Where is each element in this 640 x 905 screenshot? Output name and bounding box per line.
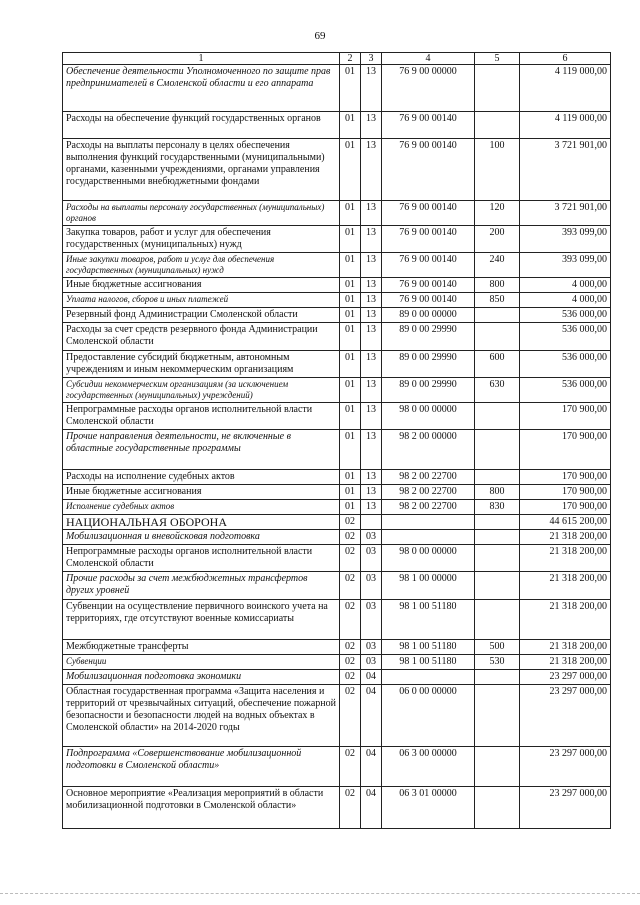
row-section-cell: 02: [340, 655, 361, 670]
row-subsection-cell: 04: [361, 685, 382, 747]
header-col-5: 5: [475, 53, 520, 65]
table-row: [63, 685, 611, 747]
table-row: [63, 600, 611, 640]
row-subsection-cell: 13: [361, 308, 382, 323]
row-subsection-cell: 13: [361, 65, 382, 112]
row-expense-type-cell: 630: [475, 378, 520, 403]
row-section-cell: 01: [340, 500, 361, 515]
row-subsection-cell: 03: [361, 655, 382, 670]
table-body: [63, 65, 611, 829]
row-expense-type-cell: [475, 572, 520, 600]
table-row: [63, 226, 611, 253]
row-subsection-cell: 03: [361, 600, 382, 640]
row-target-code-cell: 06 3 00 00000: [382, 747, 475, 787]
row-target-code-cell: 76 9 00 00140: [382, 139, 475, 201]
row-subsection-cell: 03: [361, 640, 382, 655]
row-subsection-cell: 13: [361, 351, 382, 378]
budget-table: [62, 52, 611, 829]
table-row: [63, 485, 611, 500]
row-expense-type-cell: [475, 685, 520, 747]
table-row: [63, 430, 611, 470]
row-subsection-cell: 13: [361, 403, 382, 430]
header-col-1: 1: [63, 53, 340, 65]
row-subsection-cell: 03: [361, 545, 382, 572]
row-subsection-cell: 13: [361, 378, 382, 403]
row-section-cell: 01: [340, 378, 361, 403]
row-expense-type-cell: [475, 787, 520, 829]
row-target-code-cell: 76 9 00 00140: [382, 253, 475, 278]
row-section-cell: 01: [340, 485, 361, 500]
row-amount-cell: 21 318 200,00: [520, 640, 611, 655]
row-expense-type-cell: 600: [475, 351, 520, 378]
row-expense-type-cell: 100: [475, 139, 520, 201]
row-amount-cell: 393 099,00: [520, 226, 611, 253]
row-name-cell: Уплата налогов, сборов и иных платежей: [63, 293, 340, 308]
row-section-cell: 02: [340, 685, 361, 747]
row-name-cell: Предоставление субсидий бюджетным, автономным учреждениям и иным некоммерческим организациям: [63, 351, 340, 378]
row-name-cell: Субвенции: [63, 655, 340, 670]
row-target-code-cell: 98 1 00 51180: [382, 655, 475, 670]
table-row: [63, 640, 611, 655]
table-row: [63, 323, 611, 351]
row-name-cell: Резервный фонд Администрации Смоленской области: [63, 308, 340, 323]
row-section-cell: 01: [340, 226, 361, 253]
row-name-cell: НАЦИОНАЛЬНАЯ ОБОРОНА: [63, 515, 340, 530]
table-row: [63, 308, 611, 323]
scan-edge-line: [0, 893, 640, 895]
row-expense-type-cell: [475, 515, 520, 530]
row-amount-cell: 536 000,00: [520, 323, 611, 351]
row-amount-cell: 44 615 200,00: [520, 515, 611, 530]
row-target-code-cell: 98 1 00 00000: [382, 572, 475, 600]
row-name-cell: Расходы на выплаты персоналу государственных (муниципальных) органов: [63, 201, 340, 226]
table-row: [63, 515, 611, 530]
row-subsection-cell: 13: [361, 470, 382, 485]
row-expense-type-cell: [475, 112, 520, 139]
table-row: [63, 500, 611, 515]
row-section-cell: 01: [340, 470, 361, 485]
row-target-code-cell: 89 0 00 29990: [382, 351, 475, 378]
row-target-code-cell: 76 9 00 00140: [382, 293, 475, 308]
row-name-cell: Обеспечение деятельности Уполномоченного по защите прав предпринимателей в Смоленской области и его аппарата: [63, 65, 340, 112]
row-amount-cell: 21 318 200,00: [520, 545, 611, 572]
row-amount-cell: 23 297 000,00: [520, 685, 611, 747]
row-amount-cell: 170 900,00: [520, 500, 611, 515]
row-target-code-cell: 06 3 01 00000: [382, 787, 475, 829]
row-target-code-cell: 98 1 00 51180: [382, 600, 475, 640]
row-expense-type-cell: 120: [475, 201, 520, 226]
row-subsection-cell: 03: [361, 572, 382, 600]
row-section-cell: 02: [340, 600, 361, 640]
row-name-cell: Прочие направления деятельности, не включенные в областные государственные программы: [63, 430, 340, 470]
row-target-code-cell: 98 2 00 22700: [382, 485, 475, 500]
header-col-6: 6: [520, 53, 611, 65]
row-amount-cell: 4 000,00: [520, 278, 611, 293]
row-expense-type-cell: [475, 65, 520, 112]
row-subsection-cell: [361, 515, 382, 530]
row-subsection-cell: 13: [361, 112, 382, 139]
row-section-cell: 01: [340, 201, 361, 226]
row-expense-type-cell: [475, 670, 520, 685]
row-amount-cell: 170 900,00: [520, 430, 611, 470]
table-row: [63, 201, 611, 226]
row-section-cell: 02: [340, 545, 361, 572]
table-row: [63, 530, 611, 545]
row-target-code-cell: 76 9 00 00140: [382, 112, 475, 139]
row-name-cell: Основное мероприятие «Реализация мероприятий в области мобилизационной подготовки в Смоленской области»: [63, 787, 340, 829]
row-name-cell: Субвенции на осуществление первичного воинского учета на территориях, где отсутствуют военные комиссариаты: [63, 600, 340, 640]
row-expense-type-cell: [475, 747, 520, 787]
row-name-cell: Прочие расходы за счет межбюджетных трансфертов других уровней: [63, 572, 340, 600]
header-col-3: 3: [361, 53, 382, 65]
row-subsection-cell: 04: [361, 670, 382, 685]
row-name-cell: Расходы на исполнение судебных актов: [63, 470, 340, 485]
row-expense-type-cell: 830: [475, 500, 520, 515]
row-name-cell: Иные бюджетные ассигнования: [63, 278, 340, 293]
row-amount-cell: 21 318 200,00: [520, 530, 611, 545]
row-expense-type-cell: 800: [475, 278, 520, 293]
row-subsection-cell: 13: [361, 293, 382, 308]
row-subsection-cell: 13: [361, 430, 382, 470]
table-row: [63, 351, 611, 378]
row-section-cell: 02: [340, 747, 361, 787]
row-name-cell: Субсидии некоммерческим организациям (за исключением государственных (муниципальных) учреждений): [63, 378, 340, 403]
row-target-code-cell: 89 0 00 00000: [382, 308, 475, 323]
row-name-cell: Мобилизационная подготовка экономики: [63, 670, 340, 685]
row-name-cell: Иные закупки товаров, работ и услуг для обеспечения государственных (муниципальных) нужд: [63, 253, 340, 278]
row-expense-type-cell: 800: [475, 485, 520, 500]
row-name-cell: Непрограммные расходы органов исполнительной власти Смоленской области: [63, 403, 340, 430]
table-row: [63, 278, 611, 293]
row-name-cell: Мобилизационная и вневойсковая подготовка: [63, 530, 340, 545]
row-name-cell: Расходы на обеспечение функций государственных органов: [63, 112, 340, 139]
row-amount-cell: 21 318 200,00: [520, 600, 611, 640]
row-subsection-cell: 13: [361, 323, 382, 351]
row-target-code-cell: 76 9 00 00140: [382, 278, 475, 293]
row-amount-cell: 4 119 000,00: [520, 112, 611, 139]
table-row: [63, 378, 611, 403]
row-subsection-cell: 04: [361, 787, 382, 829]
row-name-cell: Областная государственная программа «Защита населения и территорий от чрезвычайных ситуаций, обеспечение пожарной безопасности и безопасности людей на водных объектах в Смоленской области» на 2014-2020 годы: [63, 685, 340, 747]
table-row: [63, 787, 611, 829]
row-expense-type-cell: [475, 530, 520, 545]
row-expense-type-cell: [475, 403, 520, 430]
row-expense-type-cell: 240: [475, 253, 520, 278]
row-target-code-cell: 89 0 00 29990: [382, 378, 475, 403]
row-target-code-cell: 76 9 00 00140: [382, 201, 475, 226]
row-name-cell: Исполнение судебных актов: [63, 500, 340, 515]
row-target-code-cell: 06 0 00 00000: [382, 685, 475, 747]
row-subsection-cell: 04: [361, 747, 382, 787]
row-amount-cell: 21 318 200,00: [520, 572, 611, 600]
row-amount-cell: 4 000,00: [520, 293, 611, 308]
row-section-cell: 02: [340, 515, 361, 530]
row-subsection-cell: 13: [361, 500, 382, 515]
row-target-code-cell: 98 0 00 00000: [382, 545, 475, 572]
row-amount-cell: 536 000,00: [520, 378, 611, 403]
row-target-code-cell: [382, 530, 475, 545]
row-expense-type-cell: 530: [475, 655, 520, 670]
row-amount-cell: 21 318 200,00: [520, 655, 611, 670]
row-target-code-cell: 76 9 00 00140: [382, 226, 475, 253]
table-row: [63, 655, 611, 670]
row-expense-type-cell: [475, 323, 520, 351]
row-amount-cell: 23 297 000,00: [520, 670, 611, 685]
row-amount-cell: 536 000,00: [520, 351, 611, 378]
row-name-cell: Межбюджетные трансферты: [63, 640, 340, 655]
row-expense-type-cell: [475, 470, 520, 485]
row-name-cell: Непрограммные расходы органов исполнительной власти Смоленской области: [63, 545, 340, 572]
page-number: 69: [314, 30, 326, 42]
row-subsection-cell: 13: [361, 278, 382, 293]
row-section-cell: 01: [340, 112, 361, 139]
row-amount-cell: 170 900,00: [520, 485, 611, 500]
row-name-cell: Закупка товаров, работ и услуг для обеспечения государственных (муниципальных) нужд: [63, 226, 340, 253]
row-name-cell: Расходы за счет средств резервного фонда Администрации Смоленской области: [63, 323, 340, 351]
row-target-code-cell: 98 2 00 22700: [382, 500, 475, 515]
row-name-cell: Расходы на выплаты персоналу в целях обеспечения выполнения функций государственными (муниципальными) органами, казенными учреждениями, органами управления государственными внебюджетными фондами: [63, 139, 340, 201]
table-row: [63, 293, 611, 308]
row-expense-type-cell: 500: [475, 640, 520, 655]
row-amount-cell: 170 900,00: [520, 470, 611, 485]
row-target-code-cell: 98 0 00 00000: [382, 403, 475, 430]
row-target-code-cell: 89 0 00 29990: [382, 323, 475, 351]
row-section-cell: 01: [340, 351, 361, 378]
row-expense-type-cell: [475, 430, 520, 470]
table-row: [63, 572, 611, 600]
row-section-cell: 02: [340, 530, 361, 545]
row-name-cell: Подпрограмма «Совершенствование мобилизационной подготовки в Смоленской области»: [63, 747, 340, 787]
row-section-cell: 01: [340, 278, 361, 293]
row-target-code-cell: [382, 670, 475, 685]
row-target-code-cell: 98 1 00 51180: [382, 640, 475, 655]
row-section-cell: 02: [340, 670, 361, 685]
row-expense-type-cell: [475, 545, 520, 572]
row-name-cell: Иные бюджетные ассигнования: [63, 485, 340, 500]
row-target-code-cell: 98 2 00 00000: [382, 430, 475, 470]
row-subsection-cell: 13: [361, 201, 382, 226]
row-section-cell: 01: [340, 403, 361, 430]
row-subsection-cell: 13: [361, 253, 382, 278]
row-target-code-cell: 98 2 00 22700: [382, 470, 475, 485]
table-header-row: [63, 53, 611, 65]
table-row: [63, 112, 611, 139]
table-row: [63, 65, 611, 112]
table-row: [63, 545, 611, 572]
row-expense-type-cell: 200: [475, 226, 520, 253]
row-subsection-cell: 13: [361, 485, 382, 500]
table-row: [63, 747, 611, 787]
row-section-cell: 01: [340, 253, 361, 278]
row-amount-cell: 3 721 901,00: [520, 201, 611, 226]
row-amount-cell: 3 721 901,00: [520, 139, 611, 201]
row-expense-type-cell: [475, 600, 520, 640]
header-col-2: 2: [340, 53, 361, 65]
row-section-cell: 02: [340, 640, 361, 655]
row-subsection-cell: 13: [361, 139, 382, 201]
table-row: [63, 470, 611, 485]
row-section-cell: 02: [340, 787, 361, 829]
row-target-code-cell: 76 9 00 00000: [382, 65, 475, 112]
row-subsection-cell: 13: [361, 226, 382, 253]
table-row: [63, 139, 611, 201]
row-amount-cell: 23 297 000,00: [520, 747, 611, 787]
row-section-cell: 01: [340, 323, 361, 351]
table-row: [63, 403, 611, 430]
header-col-4: 4: [382, 53, 475, 65]
table-row: [63, 670, 611, 685]
row-amount-cell: 170 900,00: [520, 403, 611, 430]
row-expense-type-cell: [475, 308, 520, 323]
row-section-cell: 01: [340, 430, 361, 470]
row-section-cell: 01: [340, 139, 361, 201]
row-amount-cell: 4 119 000,00: [520, 65, 611, 112]
row-subsection-cell: 03: [361, 530, 382, 545]
row-section-cell: 01: [340, 308, 361, 323]
row-amount-cell: 393 099,00: [520, 253, 611, 278]
row-expense-type-cell: 850: [475, 293, 520, 308]
row-section-cell: 01: [340, 293, 361, 308]
table-row: [63, 253, 611, 278]
row-amount-cell: 536 000,00: [520, 308, 611, 323]
row-amount-cell: 23 297 000,00: [520, 787, 611, 829]
row-section-cell: 02: [340, 572, 361, 600]
row-target-code-cell: [382, 515, 475, 530]
row-section-cell: 01: [340, 65, 361, 112]
